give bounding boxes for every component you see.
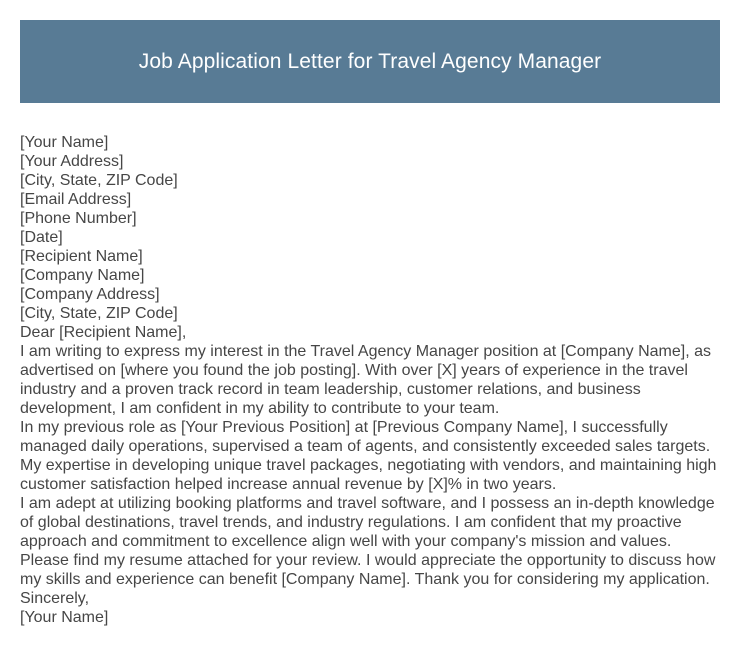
- paragraph-line: of global destinations, travel trends, and industry regulations. I am confident that my proactive: [20, 514, 682, 531]
- paragraph-line: approach and commitment to excellence align well with your company's mission and values.: [20, 533, 672, 550]
- page-title: Job Application Letter for Travel Agency Manager: [138, 49, 602, 73]
- recipient-name: [Recipient Name]: [20, 248, 143, 265]
- paragraph-intro: [20, 342, 725, 418]
- paragraph-line: I am writing to express my interest in the Travel Agency Manager position at [Company Name], as: [20, 343, 711, 360]
- recipient-block: [20, 247, 725, 323]
- paragraph-line: industry and a proven track record in team leadership, customer relations, and business: [20, 381, 641, 398]
- recipient-city-state-zip: [City, State, ZIP Code]: [20, 305, 178, 322]
- paragraph-line: managed daily operations, supervised a team of agents, and consistently exceeded sales targets.: [20, 438, 711, 455]
- paragraph-line: customer satisfaction helped increase annual revenue by [X]% in two years.: [20, 476, 557, 493]
- paragraph-line: My expertise in developing unique travel packages, negotiating with vendors, and maintaining high: [20, 457, 717, 474]
- signature: [Your Name]: [20, 609, 109, 626]
- sender-phone: [Phone Number]: [20, 210, 137, 227]
- paragraph-line: advertised on [where you found the job posting]. With over [X] years of experience in the travel: [20, 362, 688, 379]
- paragraph-line: development, I am confident in my ability to contribute to your team.: [20, 400, 500, 417]
- recipient-company: [Company Name]: [20, 267, 145, 284]
- sender-city-state-zip: [City, State, ZIP Code]: [20, 172, 178, 189]
- paragraph-line: I am adept at utilizing booking platforms and travel software, and I possess an in-depth knowledge: [20, 495, 715, 512]
- letter-date: [Date]: [20, 229, 63, 246]
- paragraph-line: my skills and experience can benefit [Company Name]. Thank you for considering my application.: [20, 571, 710, 588]
- closing: Sincerely,: [20, 590, 90, 607]
- sender-block: [20, 133, 725, 247]
- title-banner: [20, 20, 720, 103]
- recipient-company-address: [Company Address]: [20, 286, 160, 303]
- paragraph-line: Please find my resume attached for your review. I would appreciate the opportunity to discuss how: [20, 552, 716, 569]
- paragraph-experience: [20, 418, 725, 494]
- salutation: Dear [Recipient Name],: [20, 324, 187, 341]
- letter-body: [20, 133, 725, 627]
- sender-name: [Your Name]: [20, 134, 109, 151]
- sender-email: [Email Address]: [20, 191, 132, 208]
- paragraph-line: In my previous role as [Your Previous Position] at [Previous Company Name], I successfully: [20, 419, 668, 436]
- paragraph-skills: [20, 494, 725, 551]
- paragraph-closing: [20, 551, 725, 589]
- sender-address: [Your Address]: [20, 153, 124, 170]
